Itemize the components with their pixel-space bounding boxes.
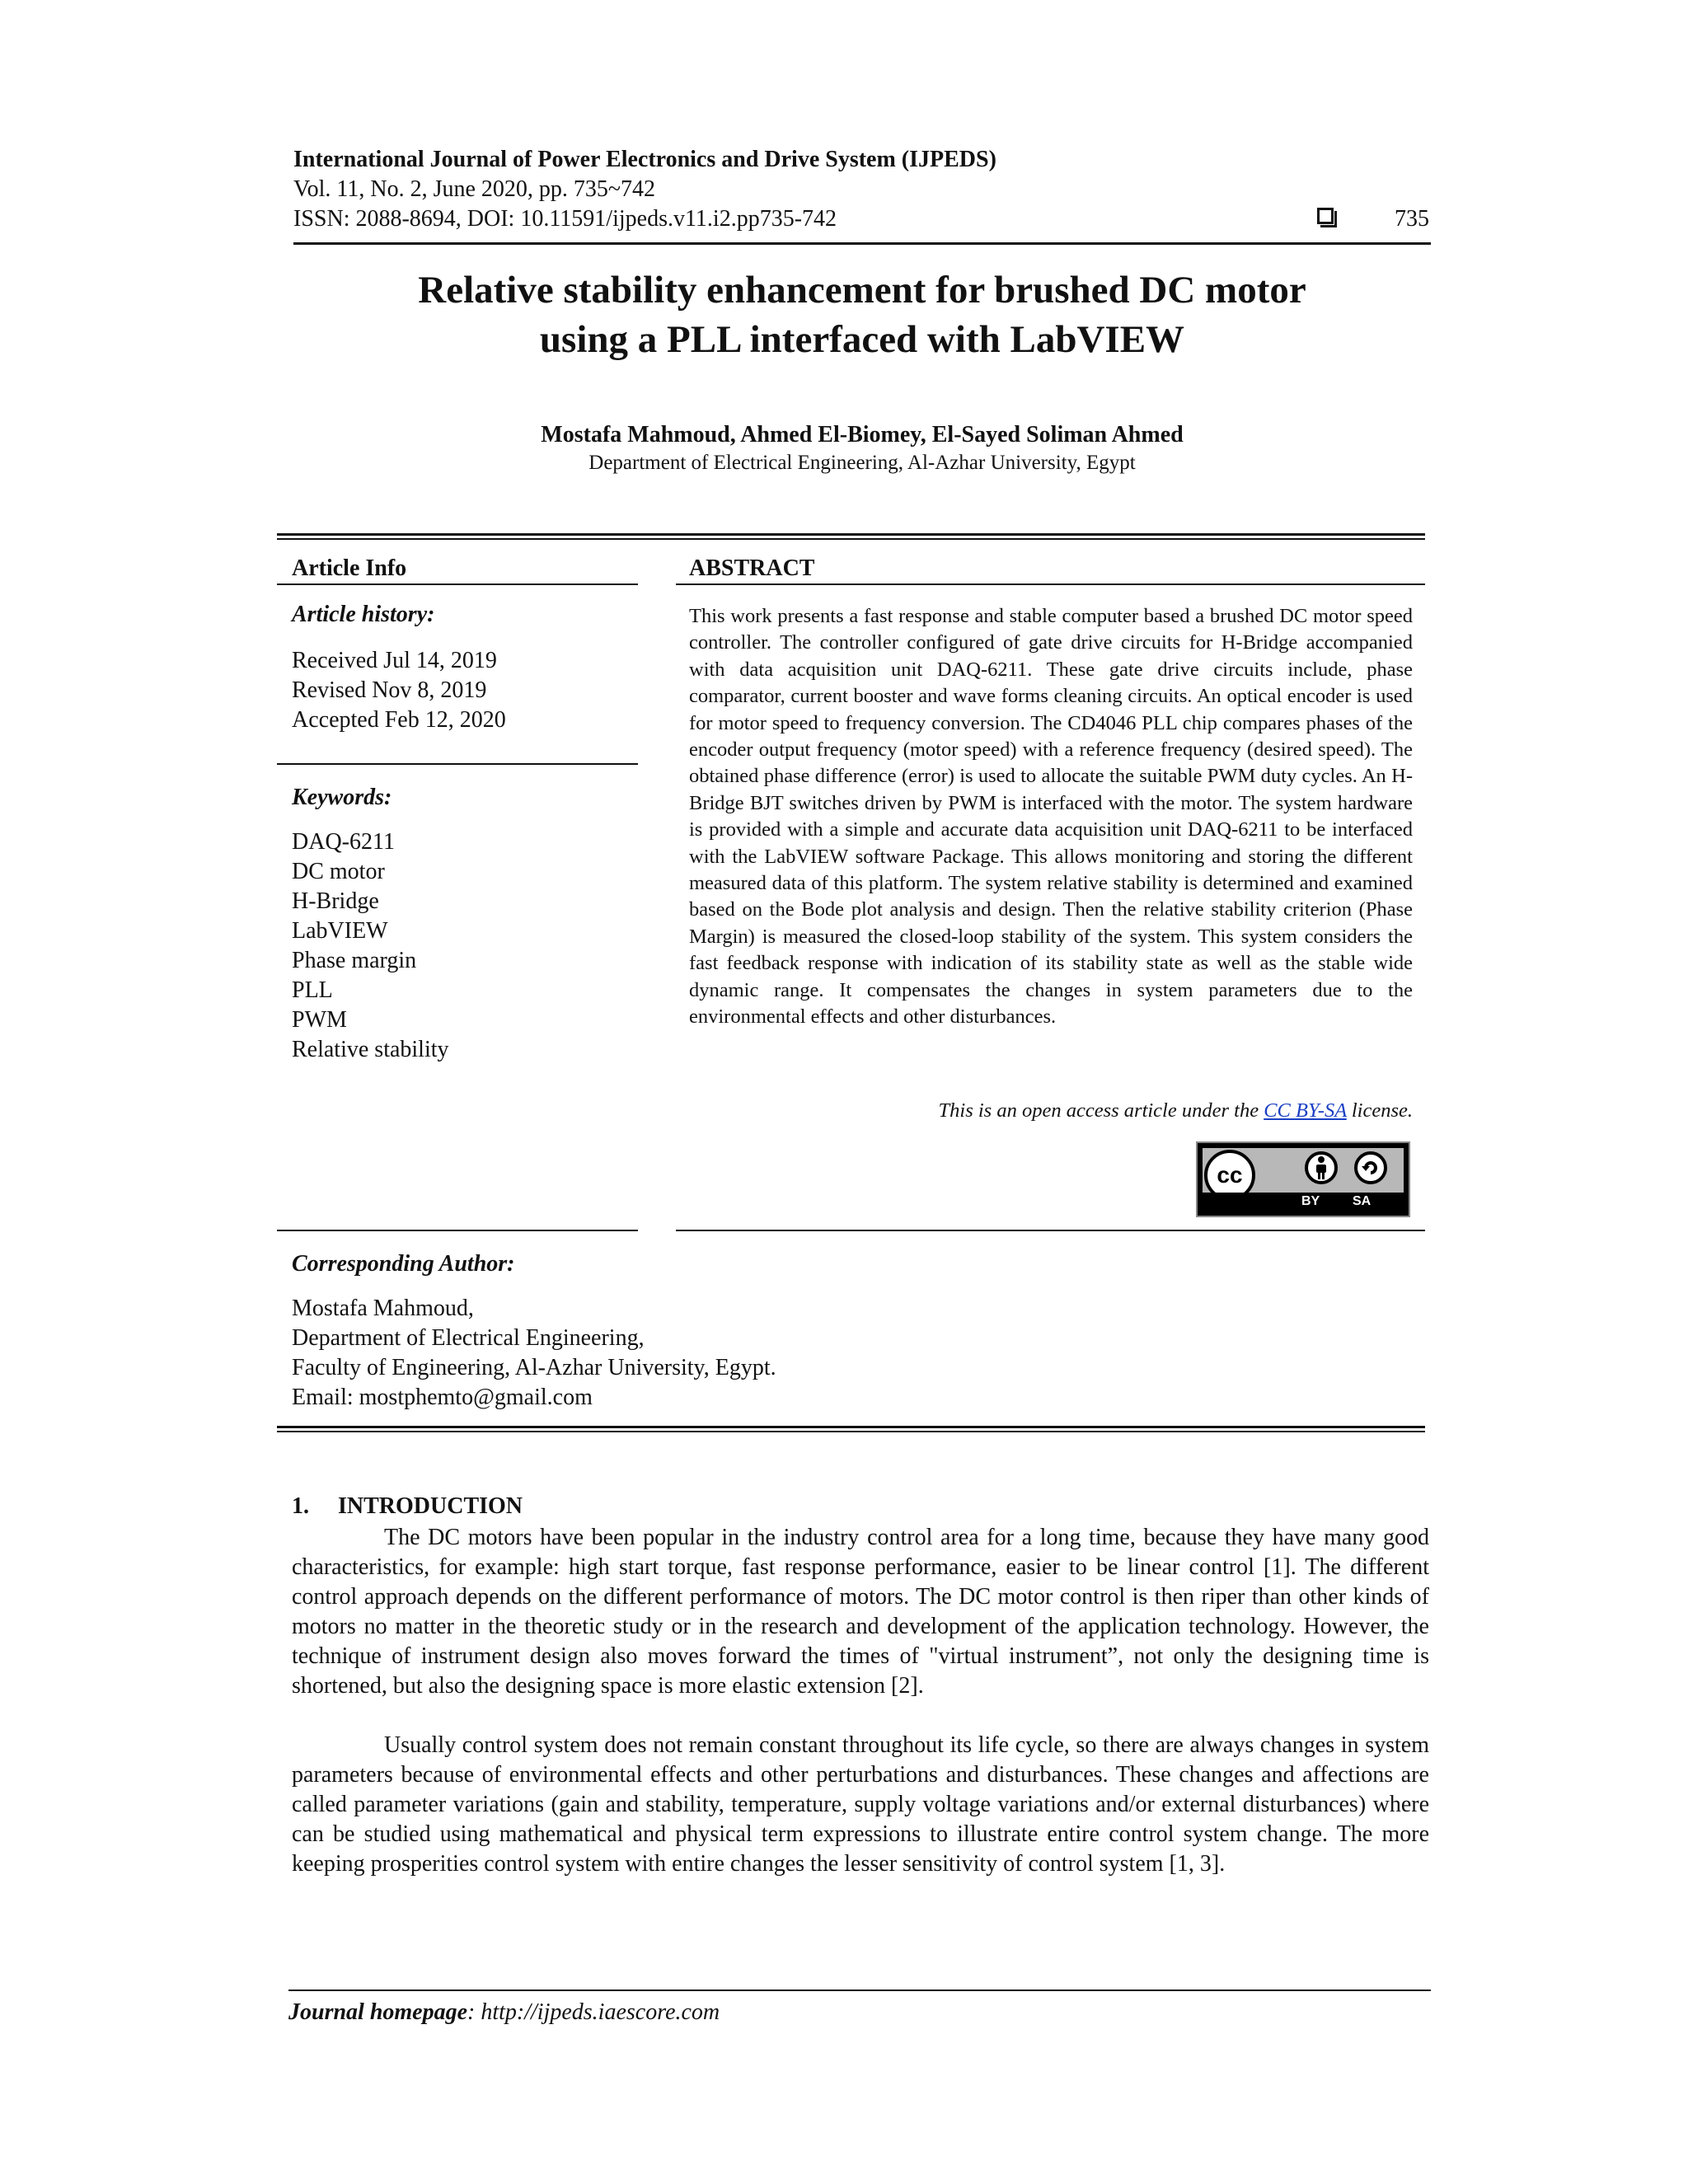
- corresponding-heading: Corresponding Author:: [292, 1251, 515, 1277]
- badge-sa-label: SA: [1353, 1194, 1372, 1208]
- license-suffix: license.: [1346, 1099, 1413, 1122]
- journal-name: International Journal of Power Electronics and Drive System (IJPEDS): [293, 147, 996, 172]
- history-item: Received Jul 14, 2019: [292, 648, 497, 673]
- issn-doi: ISSN: 2088-8694, DOI: 10.11591/ijpeds.v11.i2.pp735-742: [293, 206, 837, 232]
- page-number: 735: [1395, 206, 1429, 232]
- history-heading: Article history:: [292, 602, 435, 627]
- keyword-item: PLL: [292, 977, 333, 1003]
- paper-title: [293, 265, 1431, 364]
- keyword-item: Relative stability: [292, 1037, 449, 1062]
- title-line-2: using a PLL interfaced with LabVIEW: [539, 318, 1185, 361]
- attribution-icon: [1305, 1151, 1338, 1184]
- article-info-heading: Article Info: [292, 555, 407, 581]
- keyword-item: LabVIEW: [292, 918, 388, 944]
- keyword-item: H-Bridge: [292, 888, 379, 914]
- person-icon: [1311, 1155, 1331, 1180]
- license-link[interactable]: CC BY-SA: [1264, 1099, 1347, 1122]
- badge-label-bar: [1203, 1193, 1404, 1211]
- badge-by-label: BY: [1301, 1194, 1320, 1208]
- corresponding-email: Email: mostphemto@gmail.com: [292, 1385, 593, 1410]
- intro-paragraph-1: The DC motors have been popular in the industry control area for a long time, because they have many good characteristics, for example: high start torque, fast response performance, easier to be linear control [1]. The different control approach depends on the different performance of motors. The DC motor control is then riper than other kinds of motors no matter in the theoretic study or in the research and development of the application technology. However, the technique of instrument design also moves forward the times of "virtual instrument”, not only the designing time is shortened, but also the designing space is more elastic extension [2].: [292, 1525, 1429, 1699]
- footer: [288, 1999, 720, 2026]
- cc-logo-icon: cc: [1204, 1150, 1255, 1201]
- info-bottom-rule-right: [676, 1230, 1425, 1231]
- history-item: Revised Nov 8, 2019: [292, 677, 487, 703]
- share-alike-icon: [1354, 1151, 1387, 1184]
- share-alike-arrow-icon: [1359, 1156, 1382, 1179]
- keywords-heading: Keywords:: [292, 785, 392, 810]
- abstract-rule: [676, 583, 1425, 585]
- keyword-item: PWM: [292, 1007, 347, 1033]
- keywords-list: [292, 827, 449, 1065]
- corresponding-line: Faculty of Engineering, Al-Azhar University, Egypt.: [292, 1355, 776, 1380]
- abstract-text: This work presents a fast response and stable computer based a brushed DC motor speed controller. The controller configured of gate drive circuits for H-Bridge accompanied with data acquisition unit DAQ-6211. These gate drive circuits include, phase comparator, current booster and wave forms cleaning circuits. An optical encoder is used for motor speed to frequency conversion. The CD4046 PLL chip compares phases of the encoder output frequency (motor speed) with a reference frequency (desired speed). The obtained phase difference (error) is used to allocate the suitable PWM duty cycles. An H-Bridge BJT switches driven by PWM is interfaced with the motor. The system hardware is provided with a simple and accurate data acquisition unit DAQ-6211 to be interfaced with the LabVIEW software Package. This allows monitoring and storing the different measured data of this platform. The system relative stability is determined and examined based on the Bode plot analysis and design. Then the relative stability criterion (Phase Margin) is measured the closed-loop stability of the system. This system considers the fast feedback response with indication of its stability state as well as the stable wide dynamic range. It compensates the changes in system parameters due to the environmental effects and other disturbances.: [689, 605, 1413, 1029]
- keyword-item: Phase margin: [292, 948, 417, 973]
- keyword-item: DAQ-6211: [292, 829, 395, 855]
- footer-rule: [288, 1990, 1431, 1991]
- corresponding-line: Department of Electrical Engineering,: [292, 1325, 645, 1351]
- abstract-heading: ABSTRACT: [689, 555, 815, 581]
- info-top-rule: [277, 533, 1425, 540]
- footer-url[interactable]: : http://ijpeds.iaescore.com: [467, 1999, 720, 2025]
- title-line-1: Relative stability enhancement for brushed DC motor: [418, 269, 1306, 312]
- history-rule: [277, 763, 638, 765]
- affiliation: Department of Electrical Engineering, Al-Azhar University, Egypt: [588, 452, 1136, 474]
- corresponding-line: Mostafa Mahmoud,: [292, 1296, 474, 1321]
- header-rule: [293, 242, 1431, 245]
- section-heading-introduction: 1. INTRODUCTION: [292, 1493, 523, 1519]
- license-prefix: This is an open access article under the: [938, 1099, 1264, 1122]
- authors: Mostafa Mahmoud, Ahmed El-Biomey, El-Sayed Soliman Ahmed: [541, 422, 1184, 448]
- corresponding-details: [292, 1294, 776, 1413]
- info-bottom-rule-left: [277, 1230, 638, 1231]
- keyword-item: DC motor: [292, 859, 385, 884]
- history-item: Accepted Feb 12, 2020: [292, 707, 506, 733]
- article-info-rule: [277, 583, 638, 585]
- history-list: [292, 646, 506, 735]
- open-access-notice: [689, 1099, 1413, 1122]
- cc-by-sa-badge[interactable]: [1196, 1141, 1410, 1217]
- journal-volume: Vol. 11, No. 2, June 2020, pp. 735~742: [293, 176, 656, 202]
- intro-paragraph-2: Usually control system does not remain constant throughout its life cycle, so there are always changes in system parameters because of environmental effects and other perturbations and disturbances. These changes and affections are called parameter variations (gain and stability, temperature, supply voltage variations and/or external disturbances) where can be studied using mathematical and physical term expressions to illustrate entire control system change. The more keeping prosperities control system with entire changes the lesser sensitivity of control system [1, 3].: [292, 1732, 1429, 1877]
- footer-label: Journal homepage: [288, 1999, 468, 2025]
- page-box-icon: [1317, 208, 1334, 224]
- info-end-rule: [277, 1426, 1425, 1432]
